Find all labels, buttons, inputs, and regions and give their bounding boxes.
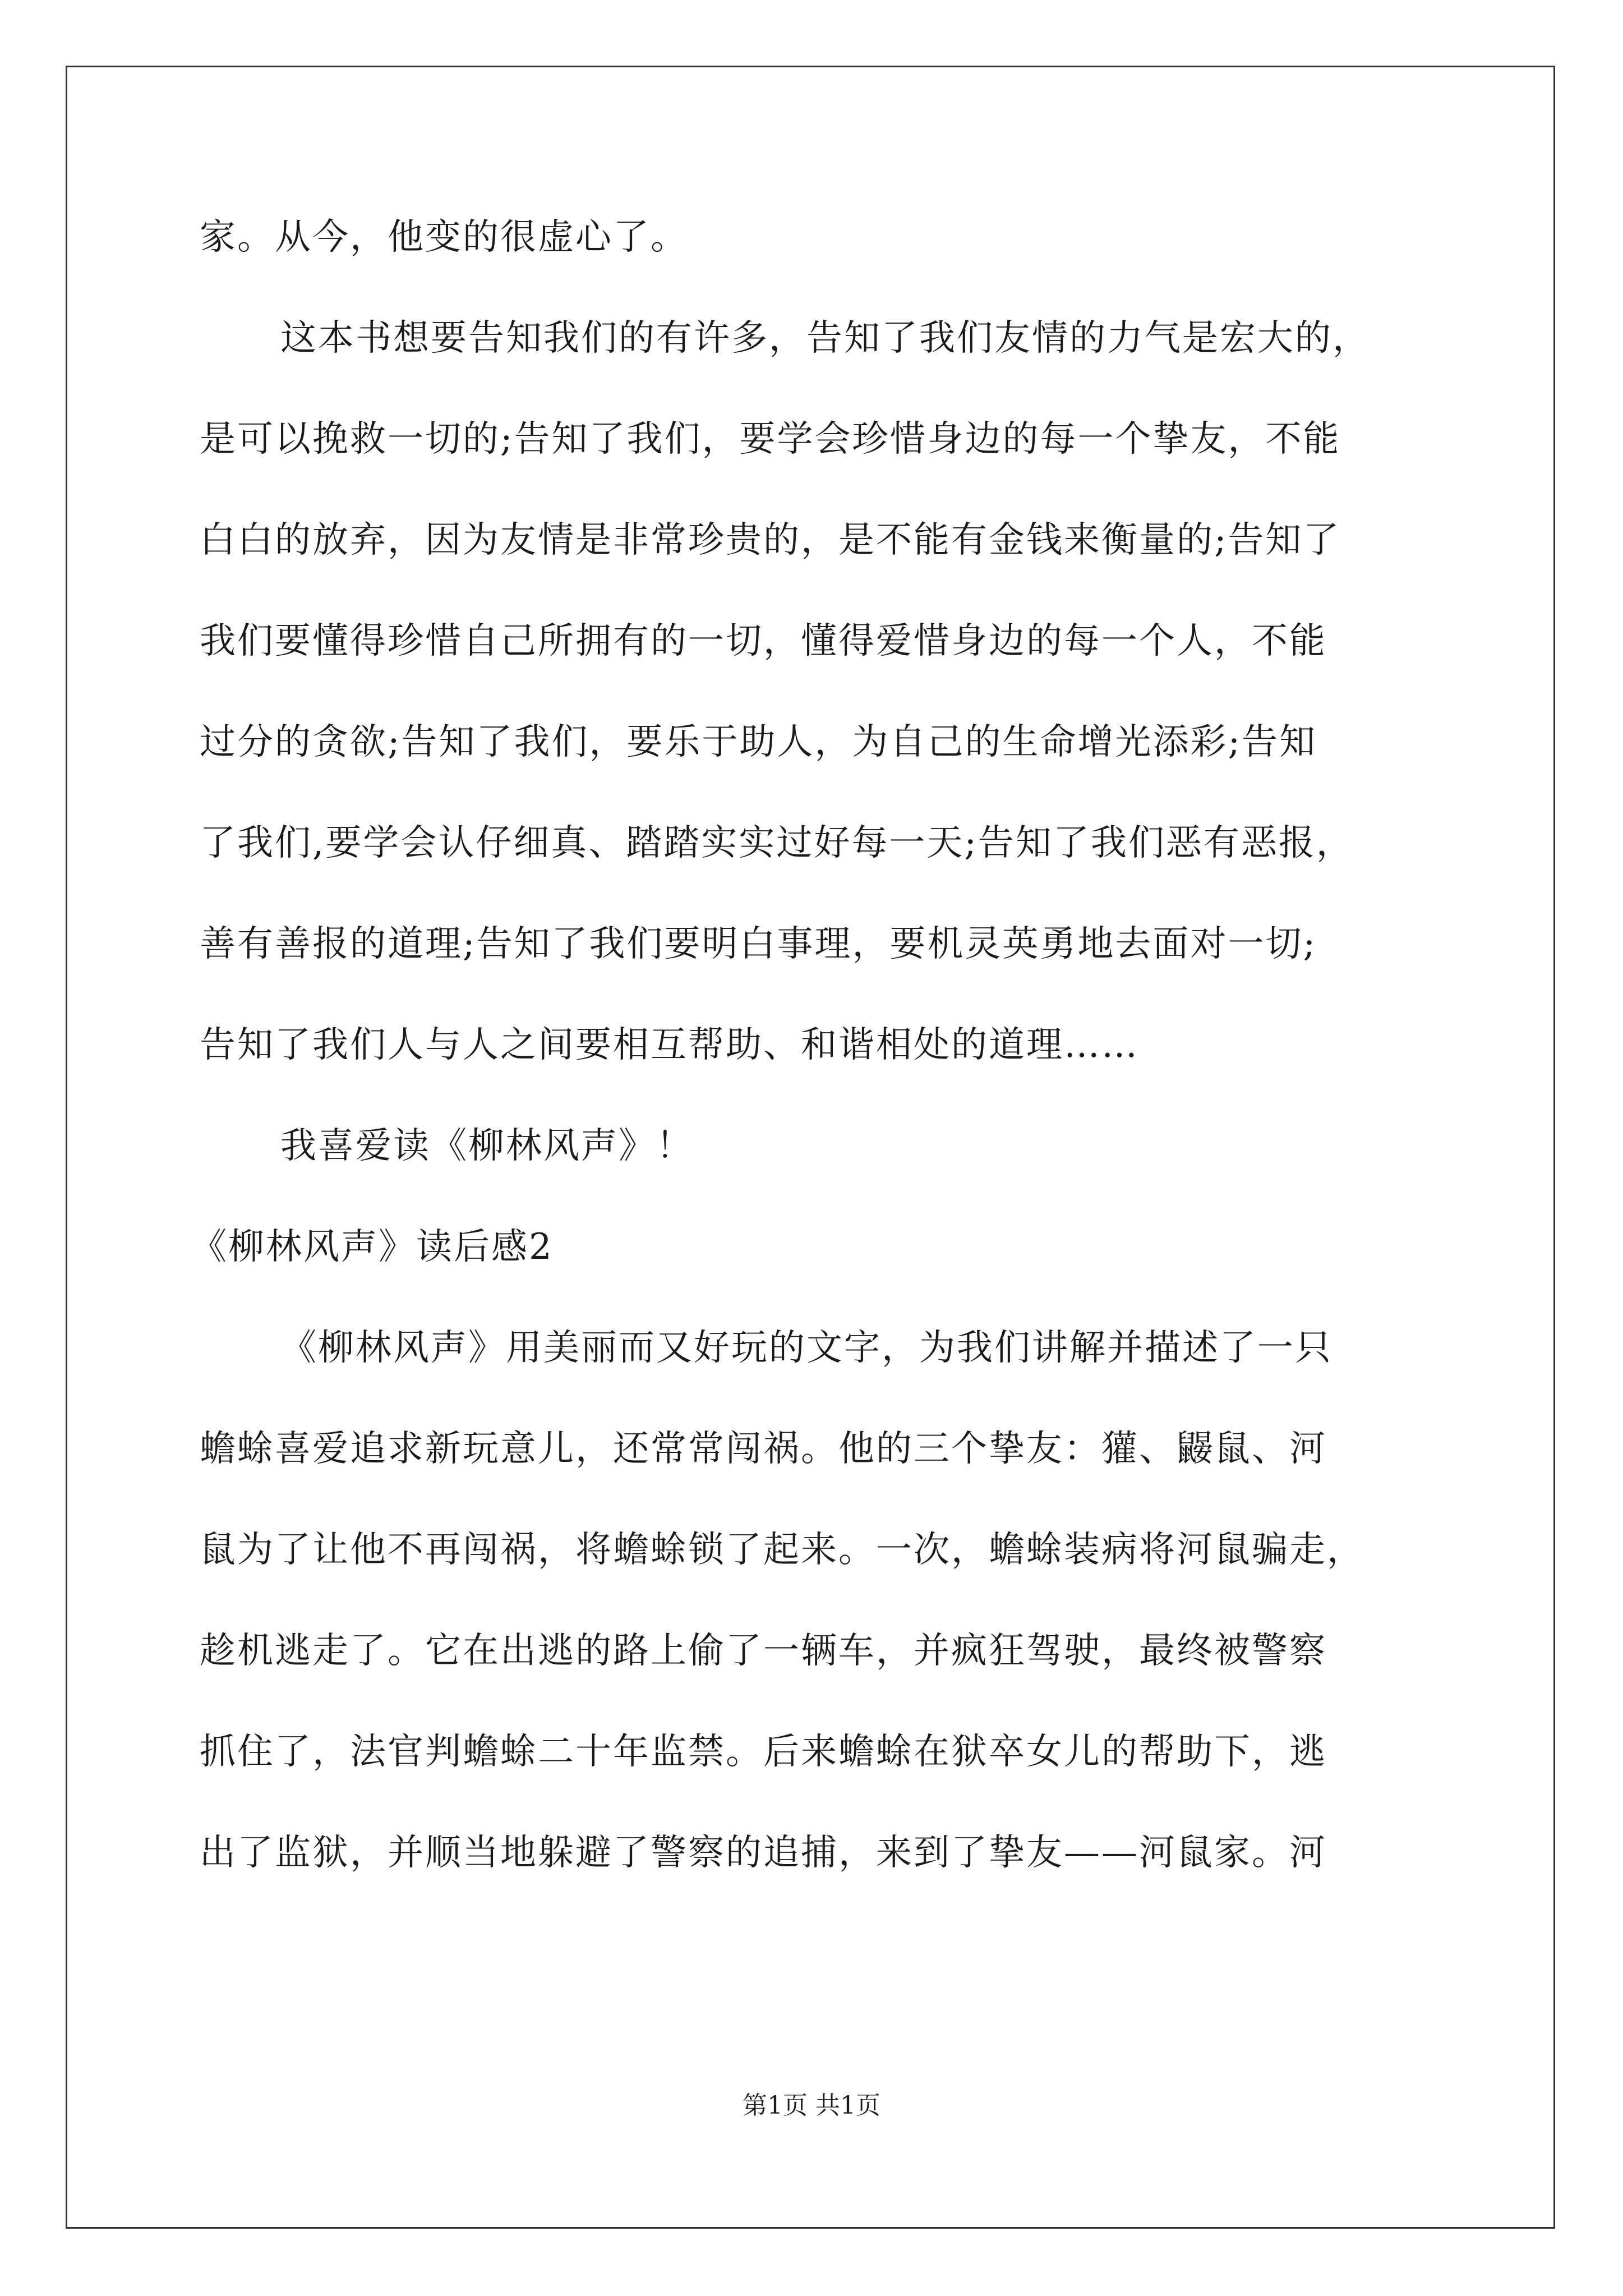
paragraph-first-line: 这本书想要告知我们的有许多，告知了我们友情的力气是宏大的，	[280, 318, 1370, 359]
text-line: 我们要懂得珍惜自己所拥有的一切，懂得爱惜身边的每一个人，不能	[200, 620, 1327, 662]
text-line: 抓住了，法官判蟾蜍二十年监禁。后来蟾蜍在狱卒女儿的帮助下，逃	[200, 1731, 1327, 1773]
paragraph-first-line: 《柳林风声》用美丽而又好玩的文字，为我们讲解并描述了一只	[280, 1327, 1332, 1369]
text-line: 白白的放弃，因为友情是非常珍贵的，是不能有金钱来衡量的;告知了	[200, 519, 1341, 561]
text-line: 出了监狱，并顺当地躲避了警察的追捕，来到了挚友——河鼠家。河	[200, 1832, 1327, 1874]
text-line: 蟾蜍喜爱追求新玩意儿，还常常闯祸。他的三个挚友：獾、鼹鼠、河	[200, 1428, 1327, 1470]
text-line: 趁机逃走了。它在出逃的路上偷了一辆车，并疯狂驾驶，最终被警察	[200, 1630, 1327, 1672]
paragraph-first-line: 我喜爱读《柳林风声》！	[280, 1125, 694, 1167]
text-line: 了我们,要学会认仔细真、踏踏实实过好每一天;告知了我们恶有恶报，	[200, 822, 1354, 864]
page-footer: 第1页 共1页	[743, 2091, 880, 2120]
text-line: 过分的贪欲;告知了我们，要乐于助人，为自己的生命增光添彩;告知	[200, 721, 1317, 763]
text-line: 告知了我们人与人之间要相互帮助、和谐相处的道理……	[200, 1024, 1139, 1066]
text-line: 家。从今，他变的很虚心了。	[200, 217, 688, 258]
text-line: 善有善报的道理;告知了我们要明白事理，要机灵英勇地去面对一切;	[200, 923, 1317, 965]
text-line: 鼠为了让他不再闯祸，将蟾蜍锁了起来。一次，蟾蜍装病将河鼠骗走，	[200, 1529, 1364, 1571]
text-line: 是可以挽救一切的;告知了我们，要学会珍惜身边的每一个挚友，不能	[200, 418, 1341, 460]
section-heading: 《柳林风声》读后感2	[191, 1226, 554, 1268]
